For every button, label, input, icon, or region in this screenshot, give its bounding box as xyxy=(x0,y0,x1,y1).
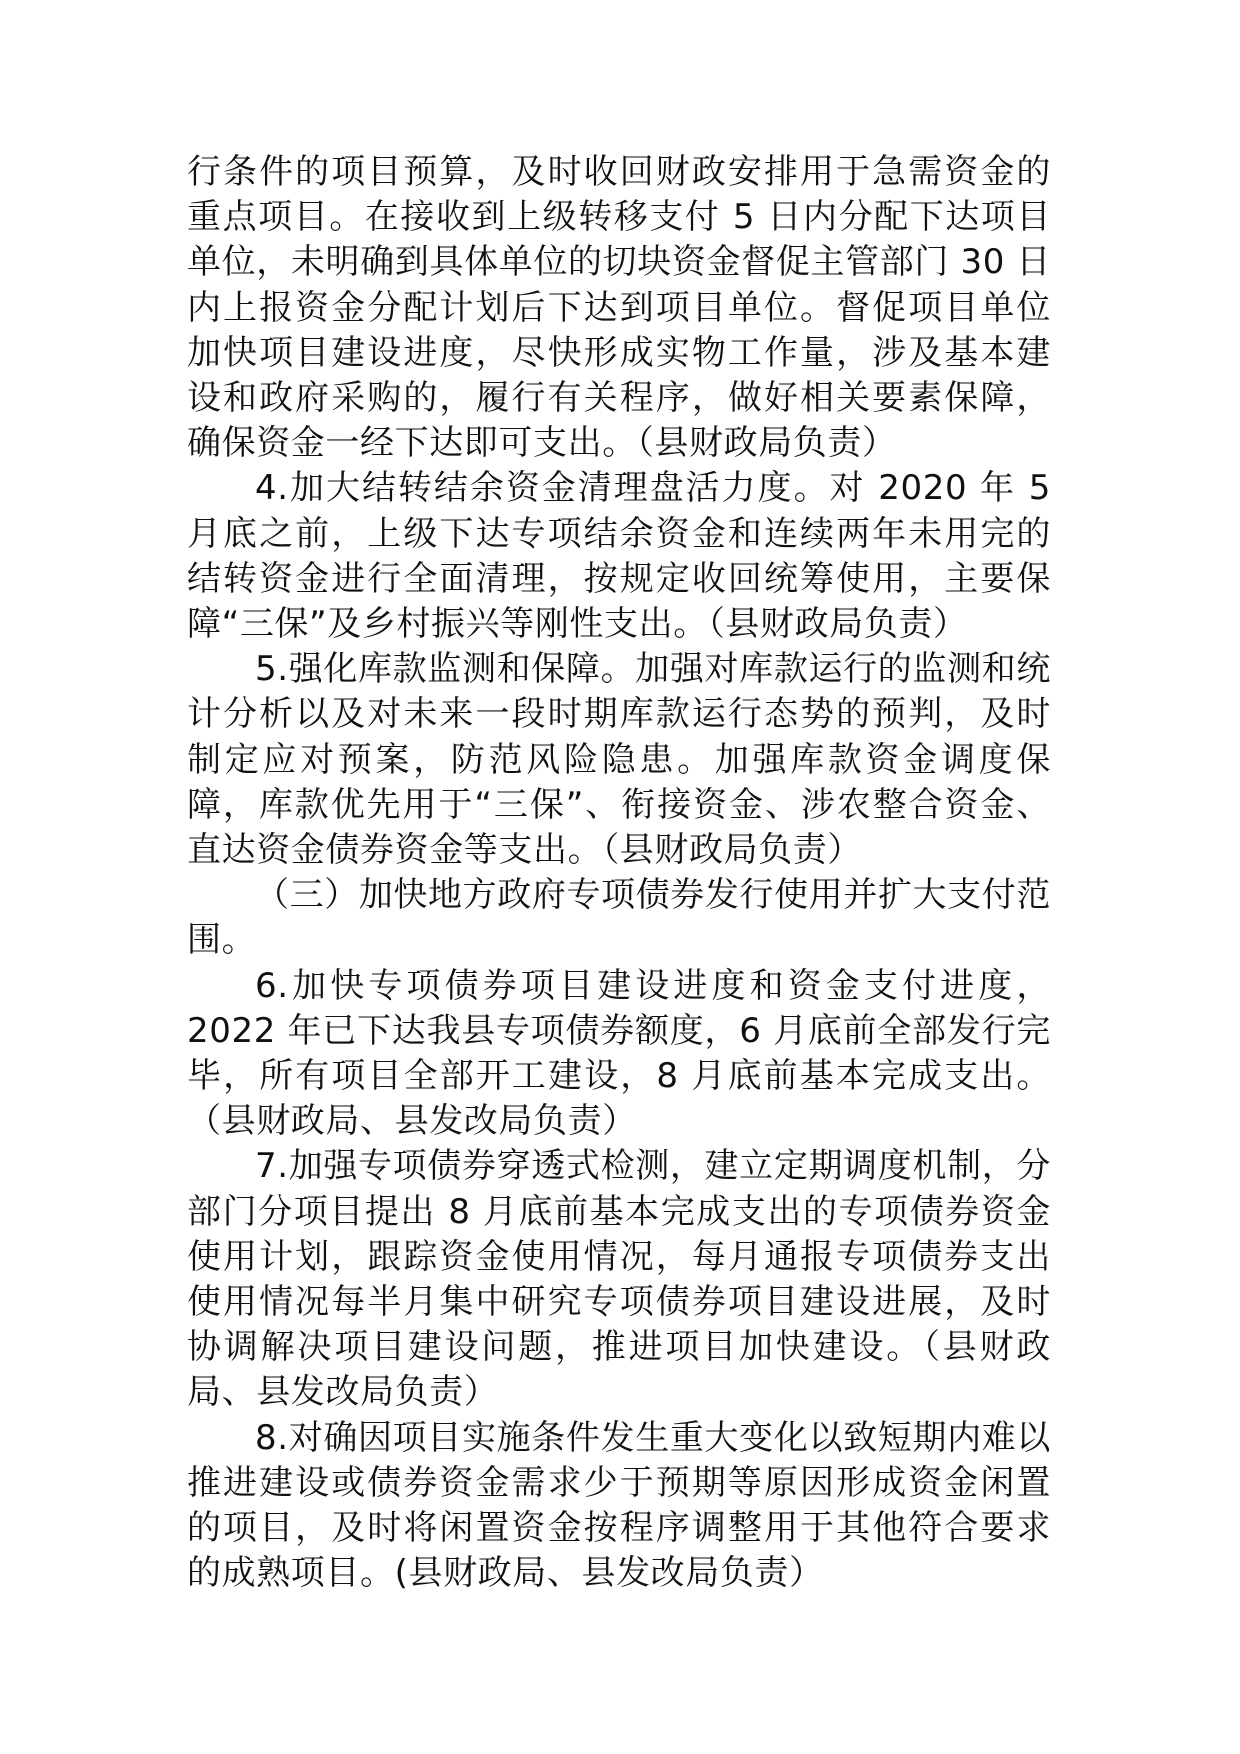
paragraph-item-7: 7.加强专项债券穿透式检测，建立定期调度机制，分部门分项目提出 8 月底前基本完成支出的专项债券资金使用计划，跟踪资金使用情况，每月通报专项债券支出使用情况每半月集中研究专项债券项目建设进展，及时协调解决项目建设问题，推进项目加快建设。（县财政局、县发改局负责） xyxy=(187,1146,1051,1413)
document-page xyxy=(187,150,1051,1597)
section-heading-3: （三）加快地方政府专项债券发行使用并扩大支付范围。 xyxy=(187,875,1051,961)
paragraph-item-4: 4.加大结转结余资金清理盘活力度。对 2020 年 5 月底之前，上级下达专项结余资金和连续两年未用完的结转资金进行全面清理，按规定收回统筹使用，主要保障“三保”及乡村振兴等刚性支出。（县财政局负责） xyxy=(187,468,1051,645)
paragraph-continuation: 行条件的项目预算，及时收回财政安排用于急需资金的重点项目。在接收到上级转移支付 5 日内分配下达项目单位，未明确到具体单位的切块资金督促主管部门 30 日内上报资金分配计划后下达到项目单位。督促项目单位加快项目建设进度，尽快形成实物工作量，涉及基本建设和政府采购的，履行有关程序，做好相关要素保障，确保资金一经下达即可支出。（县财政局负责） xyxy=(187,152,1051,464)
paragraph-item-5: 5.强化库款监测和保障。加强对库款运行的监测和统计分析以及对未来一段时期库款运行态势的预判，及时制定应对预案，防范风险隐患。加强库款资金调度保障，库款优先用于“三保”、衔接资金、涉农整合资金、直达资金债券资金等支出。（县财政局负责） xyxy=(187,649,1051,871)
paragraph-item-8: 8.对确因项目实施条件发生重大变化以致短期内难以推进建设或债券资金需求少于预期等原因形成资金闲置的项目，及时将闲置资金按程序调整用于其他符合要求的成熟项目。(县财政局、县发改局负责） xyxy=(187,1417,1051,1594)
paragraph-item-6: 6.加快专项债券项目建设进度和资金支付进度，2022 年已下达我县专项债券额度，6 月底前全部发行完毕，所有项目全部开工建设，8 月底前基本完成支出。（县财政局、县发改局负责） xyxy=(187,965,1051,1142)
